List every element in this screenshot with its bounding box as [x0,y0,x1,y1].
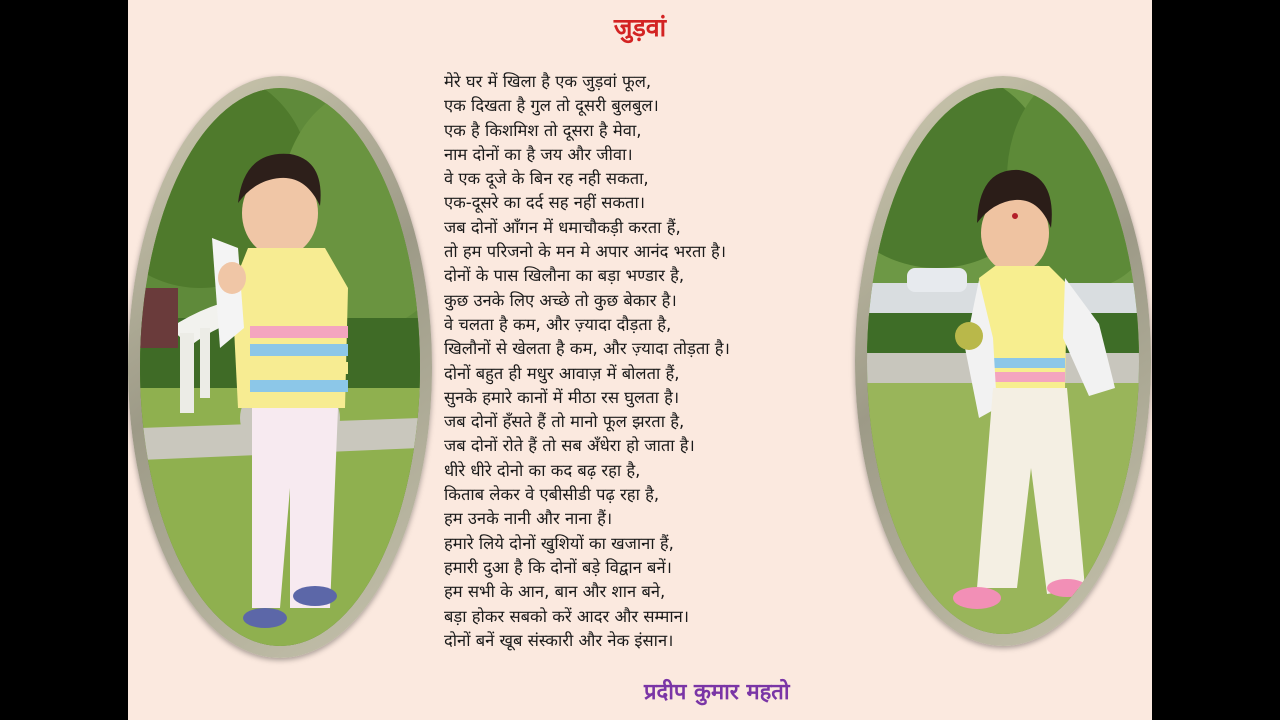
poem-line: कुछ उनके लिए अच्छे तो कुछ बेकार है। [444,290,677,310]
poem-line: जब दोनों आँगन में धमाचौकड़ी करता हैं, [444,217,681,237]
poem-line: हम सभी के आन, बान और शान बने, [444,582,666,602]
poem-line: हमारे लिये दोनों खुशियों का खजाना हैं, [444,533,674,553]
poem-line: खिलौनों से खेलता है कम, और ज़्यादा तोड़ता है। [444,339,730,359]
poem-line: वे एक दूजे के बिन रह नही सकता, [444,169,649,189]
poem-line: हमारी दुआ है कि दोनों बड़े विद्वान बनें। [444,557,672,577]
poem-line: धीरे धीरे दोनो का कद बढ़ रहा है, [444,460,641,480]
poem-line: हम उनके नानी और नाना हैं। [444,509,613,529]
poem-line: एक दिखता है गुल तो दूसरी बुलबुल। [444,96,659,116]
poem-line: वे चलता है कम, और ज़्यादा दौड़ता है, [444,314,672,334]
poem-title: जुड़वां [613,13,667,42]
poem-line: दोनों बनें खूब संस्कारी और नेक इंसान। [444,630,674,650]
poem-line: नाम दोनों का है जय और जीवा। [444,144,633,164]
poem-line: तो हम परिजनो के मन मे अपार आनंद भरता है। [444,242,726,262]
author-name: प्रदीप कुमार महतो [644,680,790,705]
poem-line: बड़ा होकर सबको करें आदर और सम्मान। [444,606,690,626]
right-child-photo [867,88,1139,634]
poem-line: सुनके हमारे कानों में मीठा रस घुलता है। [444,387,680,407]
poem-line: दोनों बहुत ही मधुर आवाज़ में बोलता हैं, [444,363,680,383]
poem-line: दोनों के पास खिलौना का बड़ा भण्डार है, [444,266,685,286]
poem-line: जब दोनों रोते हैं तो सब अँधेरा हो जाता है। [444,436,695,456]
poem-line: एक है किशमिश तो दूसरा है मेवा, [444,120,642,140]
right-photo-frame [855,76,1151,646]
left-child-photo [140,88,420,646]
poem-text [444,70,854,653]
poem-line: किताब लेकर वे एबीसीडी पढ़ रहा है, [444,485,660,505]
poem-line: जब दोनों हँसते हैं तो मानो फूल झरता है, [444,412,685,432]
poem-card [128,0,1152,720]
left-photo-frame [128,76,432,658]
poem-line: मेरे घर में खिला है एक जुड़वां फूल, [444,72,652,91]
poem-line: एक-दूसरे का दर्द सह नहीं सकता। [444,193,645,213]
